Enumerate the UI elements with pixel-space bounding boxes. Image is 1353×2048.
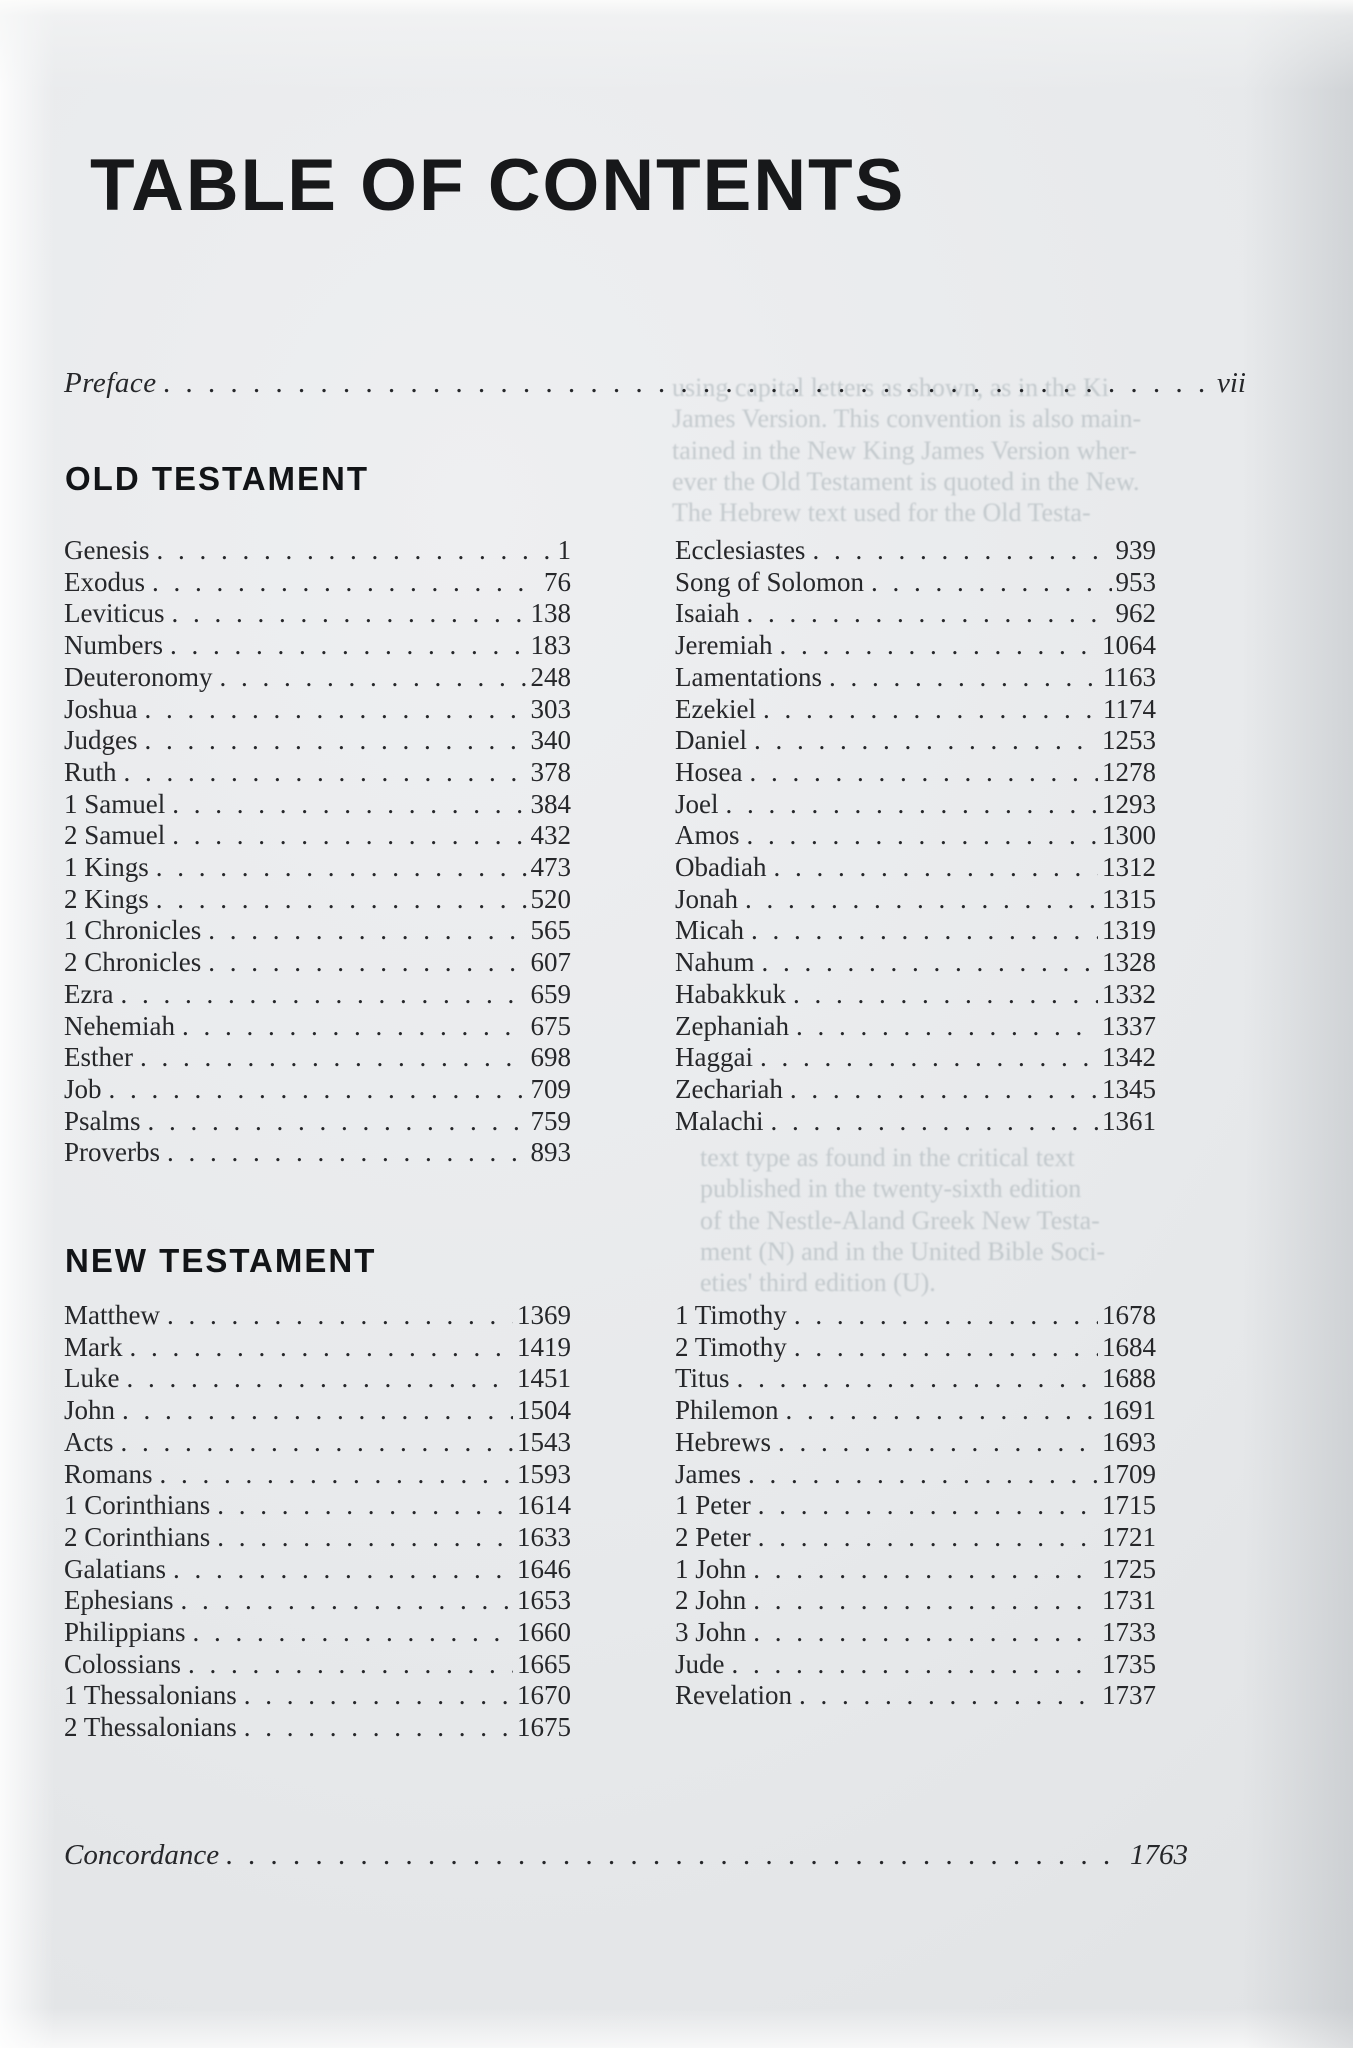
toc-entry <box>64 979 571 1011</box>
dot-leader <box>758 1490 1098 1522</box>
book-name: Job <box>64 1073 102 1104</box>
book-page-number: 1419 <box>517 1331 571 1362</box>
book-name: Colossians <box>64 1648 182 1679</box>
book-name: Titus <box>675 1363 730 1394</box>
book-name: Leviticus <box>64 598 165 629</box>
book-page-number: 1315 <box>1102 883 1156 914</box>
book-name: Mark <box>64 1331 123 1362</box>
book-page-number: 1725 <box>1102 1553 1156 1584</box>
toc-entry <box>64 884 571 916</box>
toc-entry <box>64 1300 571 1332</box>
dot-leader <box>754 725 1098 757</box>
old-testament-heading: OLD TESTAMENT <box>65 460 370 497</box>
dot-leader <box>748 1459 1098 1491</box>
toc-entry <box>675 915 1156 947</box>
bleedthrough-line: The Hebrew text used for the Old Testa- <box>672 498 1091 528</box>
toc-entry <box>64 1395 571 1427</box>
book-page-number: 1174 <box>1103 693 1156 724</box>
book-page-number: 565 <box>530 915 571 946</box>
book-name: Hosea <box>675 756 743 787</box>
toc-entry <box>64 1042 571 1074</box>
toc-entry <box>64 662 571 694</box>
dot-leader <box>164 368 1213 400</box>
book-name: Proverbs <box>64 1137 160 1168</box>
toc-entry <box>675 1649 1156 1681</box>
book-name: 2 Thessalonians <box>64 1712 237 1743</box>
bleedthrough-line: ever the Old Testament is quoted in the New. <box>672 466 1140 496</box>
book-page-number: 1670 <box>517 1680 571 1711</box>
book-page-number: 953 <box>1115 566 1156 597</box>
toc-entry <box>64 1137 571 1169</box>
dot-leader <box>193 1617 513 1649</box>
toc-entry <box>675 1585 1156 1617</box>
book-page-number: 1691 <box>1102 1395 1156 1426</box>
preface-page-number: vii <box>1217 367 1246 399</box>
page-title: TABLE OF CONTENTS <box>90 144 906 226</box>
toc-entry <box>64 1427 571 1459</box>
dot-leader <box>726 789 1099 821</box>
book-page-number: 1319 <box>1102 915 1156 946</box>
book-name: Obadiah <box>675 852 767 883</box>
toc-entry <box>64 947 571 979</box>
dot-leader <box>167 1300 513 1332</box>
toc-entry <box>675 1617 1156 1649</box>
book-page-number: 709 <box>530 1073 571 1104</box>
dot-leader <box>217 1522 513 1554</box>
dot-leader <box>753 1554 1098 1586</box>
book-name: Micah <box>675 915 744 946</box>
new-testament-section <box>64 1242 1156 1744</box>
toc-entry <box>64 567 571 599</box>
book-page-number: 675 <box>530 1010 571 1041</box>
toc-entry <box>64 725 571 757</box>
dot-leader <box>156 852 527 884</box>
new-testament-right-column <box>675 1300 1156 1744</box>
book-name: Ezekiel <box>675 693 756 724</box>
book-page-number: 138 <box>530 598 571 629</box>
book-page-number: 1633 <box>517 1521 571 1552</box>
dot-leader <box>794 1300 1098 1332</box>
bleedthrough-line: text type as found in the critical text <box>700 1143 1075 1172</box>
dot-leader <box>786 1395 1098 1427</box>
dot-leader <box>773 852 1098 884</box>
book-page-number: 1253 <box>1102 725 1156 756</box>
dot-leader <box>749 757 1098 789</box>
bleedthrough-line: James Version. This convention is also main- <box>672 404 1142 434</box>
book-name: Esther <box>64 1042 133 1073</box>
toc-entry <box>675 789 1156 821</box>
book-name: Song of Solomon <box>675 566 865 597</box>
book-name: Jeremiah <box>675 630 773 661</box>
dot-leader <box>122 1395 513 1427</box>
book-name: Zechariah <box>675 1073 783 1104</box>
book-name: Romans <box>64 1458 153 1489</box>
dot-leader <box>145 725 527 757</box>
concordance-page-number: 1763 <box>1130 1839 1188 1871</box>
book-page-number: 939 <box>1115 535 1156 565</box>
book-page-number: 1614 <box>517 1490 571 1521</box>
book-name: Isaiah <box>675 598 740 629</box>
dot-leader <box>148 1106 527 1138</box>
toc-entry <box>64 630 571 662</box>
book-name: James <box>675 1458 741 1489</box>
book-name: Philemon <box>675 1395 779 1426</box>
toc-entry <box>64 1490 571 1522</box>
bleedthrough-line: tained in the New King James Version wher- <box>672 435 1137 465</box>
book-name: John <box>64 1395 116 1426</box>
toc-entry <box>675 1074 1156 1106</box>
book-name: Daniel <box>675 725 747 756</box>
dot-leader <box>770 1106 1098 1138</box>
dot-leader <box>172 789 526 821</box>
toc-entry <box>675 598 1156 630</box>
dot-leader <box>152 567 540 599</box>
dot-leader <box>121 1427 514 1459</box>
book-name: 2 Corinthians <box>64 1521 211 1552</box>
dot-leader <box>244 1680 513 1712</box>
dot-leader <box>796 1011 1098 1043</box>
book-name: 2 Samuel <box>64 820 166 851</box>
book-page-number: 378 <box>530 756 571 787</box>
dot-leader <box>737 1363 1098 1395</box>
dot-leader <box>126 1363 513 1395</box>
dot-leader <box>167 1137 527 1169</box>
book-name: Nahum <box>675 947 755 978</box>
book-name: Numbers <box>64 630 163 661</box>
book-name: Jude <box>675 1648 725 1679</box>
toc-entry <box>64 1680 571 1712</box>
book-page-number: 1451 <box>517 1363 571 1394</box>
toc-entry <box>64 598 571 630</box>
dot-leader <box>219 662 526 694</box>
toc-entry <box>64 789 571 821</box>
toc-entry <box>675 1680 1156 1712</box>
book-name: Galatians <box>64 1553 166 1584</box>
toc-entry <box>675 1427 1156 1459</box>
toc-entry <box>64 535 571 567</box>
toc-entry <box>64 1712 571 1744</box>
book-page-number: 1369 <box>517 1300 571 1330</box>
book-name: Ephesians <box>64 1585 174 1616</box>
toc-entry <box>675 1459 1156 1491</box>
toc-entry <box>675 1395 1156 1427</box>
toc-entry <box>64 1106 571 1138</box>
book-page-number: 1337 <box>1102 1010 1156 1041</box>
book-name: 2 Peter <box>675 1521 751 1552</box>
book-page-number: 1064 <box>1102 630 1156 661</box>
toc-entry <box>64 820 571 852</box>
toc-entry <box>675 725 1156 757</box>
book-page-number: 759 <box>530 1105 571 1136</box>
book-page-number: 1678 <box>1102 1300 1156 1330</box>
book-page-number: 183 <box>530 630 571 661</box>
old-testament-right-column <box>675 535 1156 1169</box>
book-page-number: 1300 <box>1102 820 1156 851</box>
book-page-number: 1688 <box>1102 1363 1156 1394</box>
book-name: Nehemiah <box>64 1010 175 1041</box>
book-page-number: 340 <box>530 725 571 756</box>
dot-leader <box>172 820 526 852</box>
new-testament-left-column <box>64 1300 571 1744</box>
book-name: Hebrews <box>675 1426 771 1457</box>
old-testament-section <box>64 460 1156 1169</box>
book-page-number: 1312 <box>1102 852 1156 883</box>
book-page-number: 893 <box>530 1137 571 1168</box>
toc-entry <box>675 1106 1156 1138</box>
dot-leader <box>145 694 527 726</box>
toc-entry <box>64 1074 571 1106</box>
book-name: 1 John <box>675 1553 747 1584</box>
book-name: Acts <box>64 1426 114 1457</box>
dot-leader <box>180 1585 513 1617</box>
book-page-number: 1653 <box>517 1585 571 1616</box>
toc-entry <box>64 1011 571 1043</box>
book-name: Matthew <box>64 1300 160 1330</box>
toc-entry <box>675 535 1156 567</box>
new-testament-heading: NEW TESTAMENT <box>65 1242 377 1279</box>
toc-entry <box>64 915 571 947</box>
book-name: 2 Timothy <box>675 1331 787 1362</box>
dot-leader <box>732 1649 1099 1681</box>
book-page-number: 962 <box>1115 598 1156 629</box>
toc-entry <box>64 1585 571 1617</box>
dot-leader <box>170 630 527 662</box>
book-page-number: 1328 <box>1102 947 1156 978</box>
book-name: 1 Timothy <box>675 1300 787 1330</box>
toc-entry <box>675 979 1156 1011</box>
toc-entry <box>675 1332 1156 1364</box>
preface-row <box>64 368 1246 400</box>
book-page-number: 384 <box>530 788 571 819</box>
book-name: Amos <box>675 820 740 851</box>
toc-entry <box>675 630 1156 662</box>
book-page-number: 1543 <box>517 1426 571 1457</box>
book-name: Haggai <box>675 1042 753 1073</box>
book-name: Revelation <box>675 1680 792 1711</box>
book-page-number: 1733 <box>1102 1617 1156 1648</box>
book-page-number: 1715 <box>1102 1490 1156 1521</box>
bleedthrough-line: using capital letters as shown, as in the Ki <box>672 373 1109 402</box>
book-name: 2 Chronicles <box>64 947 202 978</box>
book-page-number: 1731 <box>1102 1585 1156 1616</box>
dot-leader <box>778 1427 1098 1459</box>
dot-leader <box>208 915 526 947</box>
dot-leader <box>793 979 1098 1011</box>
book-name: Judges <box>64 725 138 756</box>
toc-entry <box>675 947 1156 979</box>
book-page-number: 1332 <box>1102 978 1156 1009</box>
book-name: 1 Thessalonians <box>64 1680 237 1711</box>
dot-leader <box>140 1042 527 1074</box>
toc-entry <box>64 852 571 884</box>
book-page-number: 1665 <box>517 1648 571 1679</box>
toc-entry <box>675 1554 1156 1586</box>
dot-leader <box>188 1649 513 1681</box>
toc-entry <box>64 1332 571 1364</box>
book-page-number: 1684 <box>1102 1331 1156 1362</box>
book-page-number: 1737 <box>1102 1680 1156 1711</box>
toc-entry <box>675 757 1156 789</box>
new-testament-columns <box>64 1300 1156 1744</box>
book-name: Psalms <box>64 1105 141 1136</box>
toc-entry <box>64 1554 571 1586</box>
bleedthrough-line: of the Nestle-Aland Greek New Testa- <box>700 1205 1100 1235</box>
dot-leader <box>812 535 1111 567</box>
book-name: 3 John <box>675 1617 747 1648</box>
dot-leader <box>790 1074 1098 1106</box>
toc-entry <box>675 1011 1156 1043</box>
dot-leader <box>753 1585 1098 1617</box>
dot-leader <box>182 1011 527 1043</box>
toc-entry <box>675 662 1156 694</box>
toc-entry <box>675 884 1156 916</box>
dot-leader <box>160 1459 513 1491</box>
book-page-number: 76 <box>544 566 571 597</box>
concordance-row <box>64 1840 1188 1872</box>
book-page-number: 1709 <box>1102 1458 1156 1489</box>
book-page-number: 473 <box>530 852 571 883</box>
dot-leader <box>753 1617 1098 1649</box>
book-name: 2 John <box>675 1585 747 1616</box>
book-page-number: 1693 <box>1102 1426 1156 1457</box>
dot-leader <box>746 598 1111 630</box>
bleedthrough-line: published in the twenty-sixth edition <box>700 1174 1082 1204</box>
toc-entry <box>675 1042 1156 1074</box>
dot-leader <box>763 694 1099 726</box>
dot-leader <box>747 820 1098 852</box>
toc-entry <box>675 1300 1156 1332</box>
book-page-number: 248 <box>530 661 571 692</box>
dot-leader <box>758 1522 1098 1554</box>
old-testament-columns <box>64 535 1156 1169</box>
book-page-number: 1278 <box>1102 756 1156 787</box>
book-name: 1 Peter <box>675 1490 751 1521</box>
book-page-number: 303 <box>530 693 571 724</box>
toc-entry <box>675 567 1156 599</box>
toc-entry <box>675 1363 1156 1395</box>
dot-leader <box>120 979 526 1011</box>
book-page-number: 698 <box>530 1042 571 1073</box>
book-name: Exodus <box>64 566 145 597</box>
book-name: 1 Chronicles <box>64 915 202 946</box>
dot-leader <box>217 1490 513 1522</box>
book-page-number: 1345 <box>1102 1073 1156 1104</box>
dot-leader <box>871 567 1111 599</box>
book-name: Jonah <box>675 883 738 914</box>
book-name: Ecclesiastes <box>675 535 806 565</box>
book-name: 1 Samuel <box>64 788 166 819</box>
book-page-number: 1593 <box>517 1458 571 1489</box>
book-name: Habakkuk <box>675 978 786 1009</box>
dot-leader <box>109 1074 527 1106</box>
dot-leader <box>799 1680 1098 1712</box>
concordance-label: Concordance <box>64 1839 220 1871</box>
book-page-number: 1 <box>557 535 571 565</box>
book-page-number: 1361 <box>1102 1105 1156 1136</box>
toc-entry <box>64 1649 571 1681</box>
book-name: Ruth <box>64 756 117 787</box>
dot-leader <box>751 915 1098 947</box>
dot-leader <box>244 1712 513 1744</box>
book-name: Luke <box>64 1363 120 1394</box>
book-page-number: 1504 <box>517 1395 571 1426</box>
dot-leader <box>779 630 1098 662</box>
toc-entry <box>64 1617 571 1649</box>
toc-entry <box>675 1490 1156 1522</box>
book-name: Lamentations <box>675 661 822 692</box>
old-testament-left-column <box>64 535 571 1169</box>
toc-entry <box>64 757 571 789</box>
book-name: Ezra <box>64 978 114 1009</box>
dot-leader <box>156 535 553 567</box>
book-page-number: 1735 <box>1102 1648 1156 1679</box>
dot-leader <box>156 884 527 916</box>
bleedthrough-line: eties' third edition (U). <box>700 1268 936 1298</box>
dot-leader <box>171 598 526 630</box>
book-page-number: 1163 <box>1103 661 1156 692</box>
dot-leader <box>745 884 1098 916</box>
dot-leader <box>760 1042 1098 1074</box>
book-page-number: 1660 <box>517 1617 571 1648</box>
dot-leader <box>794 1332 1098 1364</box>
book-name: Deuteronomy <box>64 661 213 692</box>
book-name: 1 Kings <box>64 852 149 883</box>
toc-entry <box>675 852 1156 884</box>
book-page-number: 607 <box>530 947 571 978</box>
dot-leader <box>761 947 1098 979</box>
toc-entry <box>64 1363 571 1395</box>
toc-entry <box>64 1459 571 1491</box>
dot-leader <box>226 1840 1126 1872</box>
dot-leader <box>173 1554 513 1586</box>
book-page-number: 1675 <box>517 1712 571 1743</box>
toc-entry <box>675 694 1156 726</box>
book-name: Philippians <box>64 1617 186 1648</box>
book-name: Malachi <box>675 1105 764 1136</box>
book-page-number: 1293 <box>1102 788 1156 819</box>
book-page-number: 432 <box>530 820 571 851</box>
book-page-number: 659 <box>530 978 571 1009</box>
book-name: Joshua <box>64 693 138 724</box>
book-name: 2 Kings <box>64 883 149 914</box>
dot-leader <box>124 757 527 789</box>
toc-entry <box>675 1522 1156 1554</box>
toc-entry <box>64 1522 571 1554</box>
book-name: Genesis <box>64 535 150 565</box>
book-name: Joel <box>675 788 719 819</box>
bleedthrough-line: ment (N) and in the United Bible Soci- <box>700 1236 1106 1266</box>
preface-label: Preface <box>64 367 157 399</box>
book-page-number: 1646 <box>517 1553 571 1584</box>
toc-entry <box>64 694 571 726</box>
book-page-number: 520 <box>530 883 571 914</box>
dot-leader <box>129 1332 513 1364</box>
book-page-number: 1721 <box>1102 1521 1156 1552</box>
dot-leader <box>829 662 1099 694</box>
dot-leader <box>208 947 526 979</box>
book-name: 1 Corinthians <box>64 1490 211 1521</box>
book-name: Zephaniah <box>675 1010 789 1041</box>
book-page-number: 1342 <box>1102 1042 1156 1073</box>
toc-entry <box>675 820 1156 852</box>
